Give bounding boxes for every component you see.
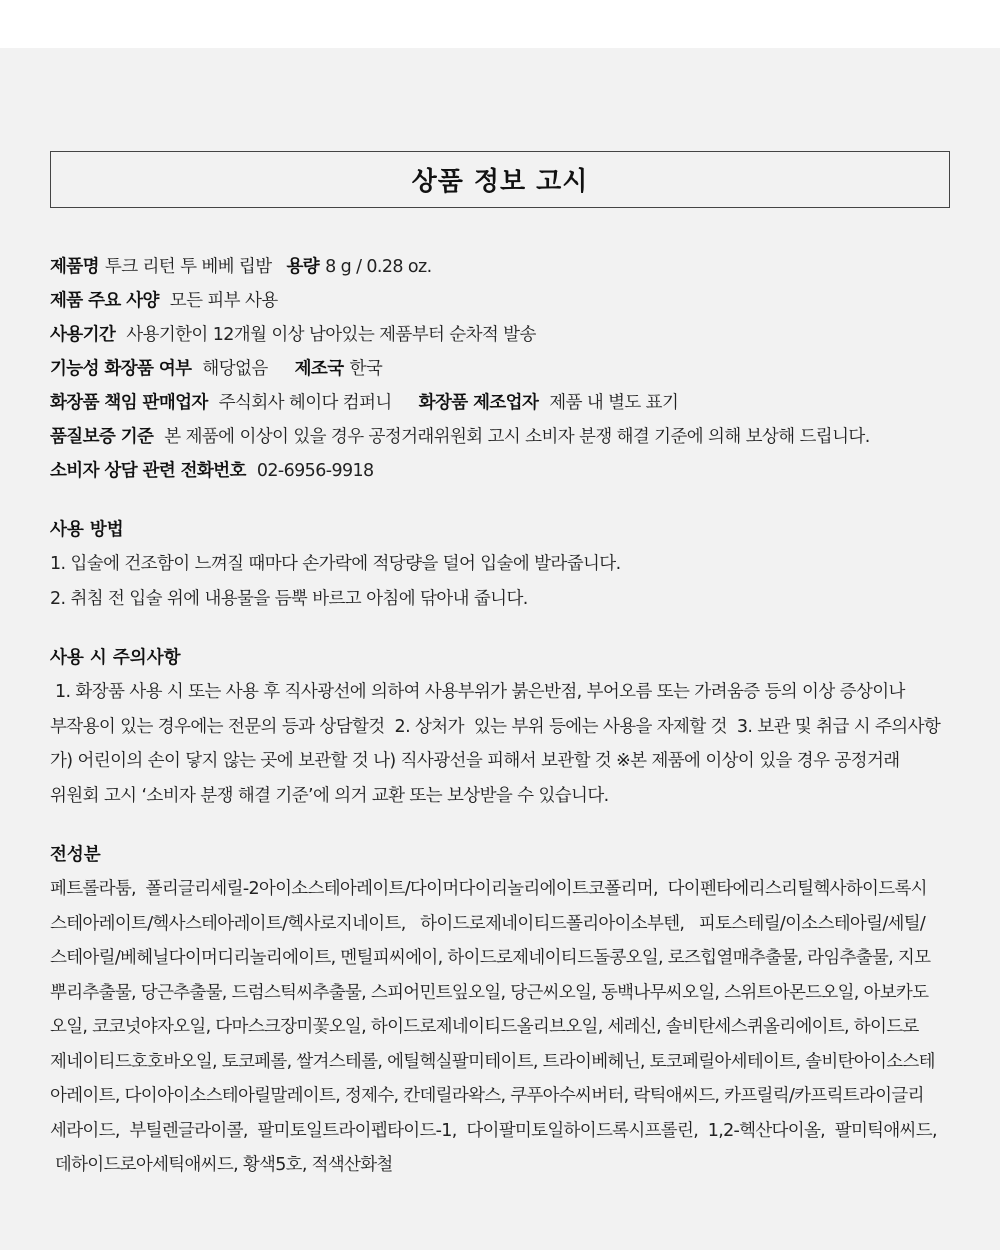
volume-label: 용량 <box>286 257 320 277</box>
period-label: 사용기간 <box>50 325 116 345</box>
warranty-value: 본 제품에 이상이 있을 경우 공정거래위원회 고시 소비자 분쟁 해결 기준에 의해 보상해 드립니다. <box>164 427 870 447</box>
info-row-product <box>50 250 950 284</box>
caution-section <box>50 641 950 813</box>
info-row-functional <box>50 352 950 386</box>
ingredients-line: 오일, 코코넛야자오일, 다마스크장미꽃오일, 하이드로제네이티드올리브오일, 세레신, 솔비탄세스퀴올리에이트, 하이드로 <box>50 1017 919 1037</box>
title-box <box>50 151 950 208</box>
seller-value: 주식회사 헤이다 컴퍼니 <box>218 393 392 413</box>
info-row-warranty <box>50 420 950 454</box>
ingredients-line: 세라이드, 부틸렌글라이콜, 팔미토일트라이펩타이드-1, 다이팔미토일하이드록시프롤린, 1,2-헥산다이올, 팔미틱애씨드, <box>50 1120 937 1141</box>
functional-value: 해당없음 <box>202 359 268 379</box>
phone-label: 소비자 상담 관련 전화번호 <box>50 461 246 481</box>
ingredients-line: 페트롤라툼, 폴리글리세릴-2아이소스테아레이트/다이머다이리놀리에이트코폴리머, 다이펜타에리스리틸헥사하이드록시 <box>50 879 927 899</box>
product-info-notice <box>0 151 1000 1183</box>
usage-line: 2. 취침 전 입술 위에 내용물을 듬뿍 바르고 아침에 닦아내 줍니다. <box>50 588 528 609</box>
info-table <box>50 250 950 488</box>
ingredients-section <box>50 838 950 1183</box>
info-row-seller <box>50 386 950 420</box>
product-name-value: 투크 리턴 투 베베 립밤 <box>104 257 272 277</box>
caution-line: 위원회 고시 ‘소비자 분쟁 해결 기준’에 의거 교환 또는 보상받을 수 있습니다. <box>50 785 609 806</box>
maker-label: 화장품 제조업자 <box>418 393 539 413</box>
top-strip <box>0 0 1000 48</box>
origin-value: 한국 <box>349 359 383 379</box>
maker-value: 제품 내 별도 표기 <box>549 393 679 413</box>
phone-value: 02-6956-9918 <box>256 461 374 481</box>
info-row-phone <box>50 454 950 488</box>
ingredients-line: 스테아레이트/헥사스테아레이트/헥사로지네이트, 하이드로제네이티드폴리아이소부텐, 피토스테릴/이소스테아릴/세틸/ <box>50 913 926 934</box>
volume-value: 8 g / 0.28 oz. <box>325 257 432 277</box>
caution-heading: 사용 시 주의사항 <box>50 648 181 668</box>
caution-line: 1. 화장품 사용 시 또는 사용 후 직사광선에 의하여 사용부위가 붉은반점, 부어오름 또는 가려움증 등의 이상 증상이나 <box>50 682 905 702</box>
caution-line: 부작용이 있는 경우에는 전문의 등과 상담할것 2. 상처가 있는 부위 등에는 사용을 자제할 것 3. 보관 및 취급 시 주의사항 <box>50 716 941 737</box>
page-title: 상품 정보 고시 <box>411 167 589 197</box>
usage-heading: 사용 방법 <box>50 520 124 540</box>
period-value: 사용기한이 12개월 이상 남아있는 제품부터 순차적 발송 <box>126 325 536 345</box>
info-row-period <box>50 318 950 352</box>
spec-label: 제품 주요 사양 <box>50 291 159 311</box>
usage-section <box>50 513 950 616</box>
origin-label: 제조국 <box>294 359 344 379</box>
spec-value: 모든 피부 사용 <box>169 291 278 311</box>
ingredients-line: 아레이트, 다이아이소스테아릴말레이트, 정제수, 칸데릴라왁스, 쿠푸아수씨버터, 락틱애씨드, 카프릴릭/카프릭트라이글리 <box>50 1086 924 1106</box>
product-name-label: 제품명 <box>50 257 99 277</box>
ingredients-line: 데하이드로아세틱애씨드, 황색5호, 적색산화철 <box>50 1155 393 1175</box>
ingredients-line: 스테아릴/베헤닐다이머디리놀리에이트, 멘틸피씨에이, 하이드로제네이티드돌콩오일, 로즈힙열매추출물, 라임추출물, 지모 <box>50 948 931 968</box>
ingredients-line: 제네이티드호호바오일, 토코페롤, 쌀겨스테롤, 에틸헥실팔미테이트, 트라이베헤닌, 토코페릴아세테이트, 솔비탄아이소스테 <box>50 1051 935 1072</box>
warranty-label: 품질보증 기준 <box>50 427 154 447</box>
usage-line: 1. 입술에 건조함이 느껴질 때마다 손가락에 적당량을 덜어 입술에 발라줍니다. <box>50 554 621 574</box>
functional-label: 기능성 화장품 여부 <box>50 359 192 379</box>
caution-line: 가) 어린이의 손이 닿지 않는 곳에 보관할 것 나) 직사광선을 피해서 보관할 것 ※본 제품에 이상이 있을 경우 공정거래 <box>50 751 900 771</box>
seller-label: 화장품 책임 판매업자 <box>50 393 208 413</box>
ingredients-heading: 전성분 <box>50 845 101 865</box>
info-row-spec <box>50 284 950 318</box>
ingredients-line: 뿌리추출물, 당근추출물, 드럼스틱씨추출물, 스피어민트잎오일, 당근씨오일, 동백나무씨오일, 스위트아몬드오일, 아보카도 <box>50 982 929 1003</box>
